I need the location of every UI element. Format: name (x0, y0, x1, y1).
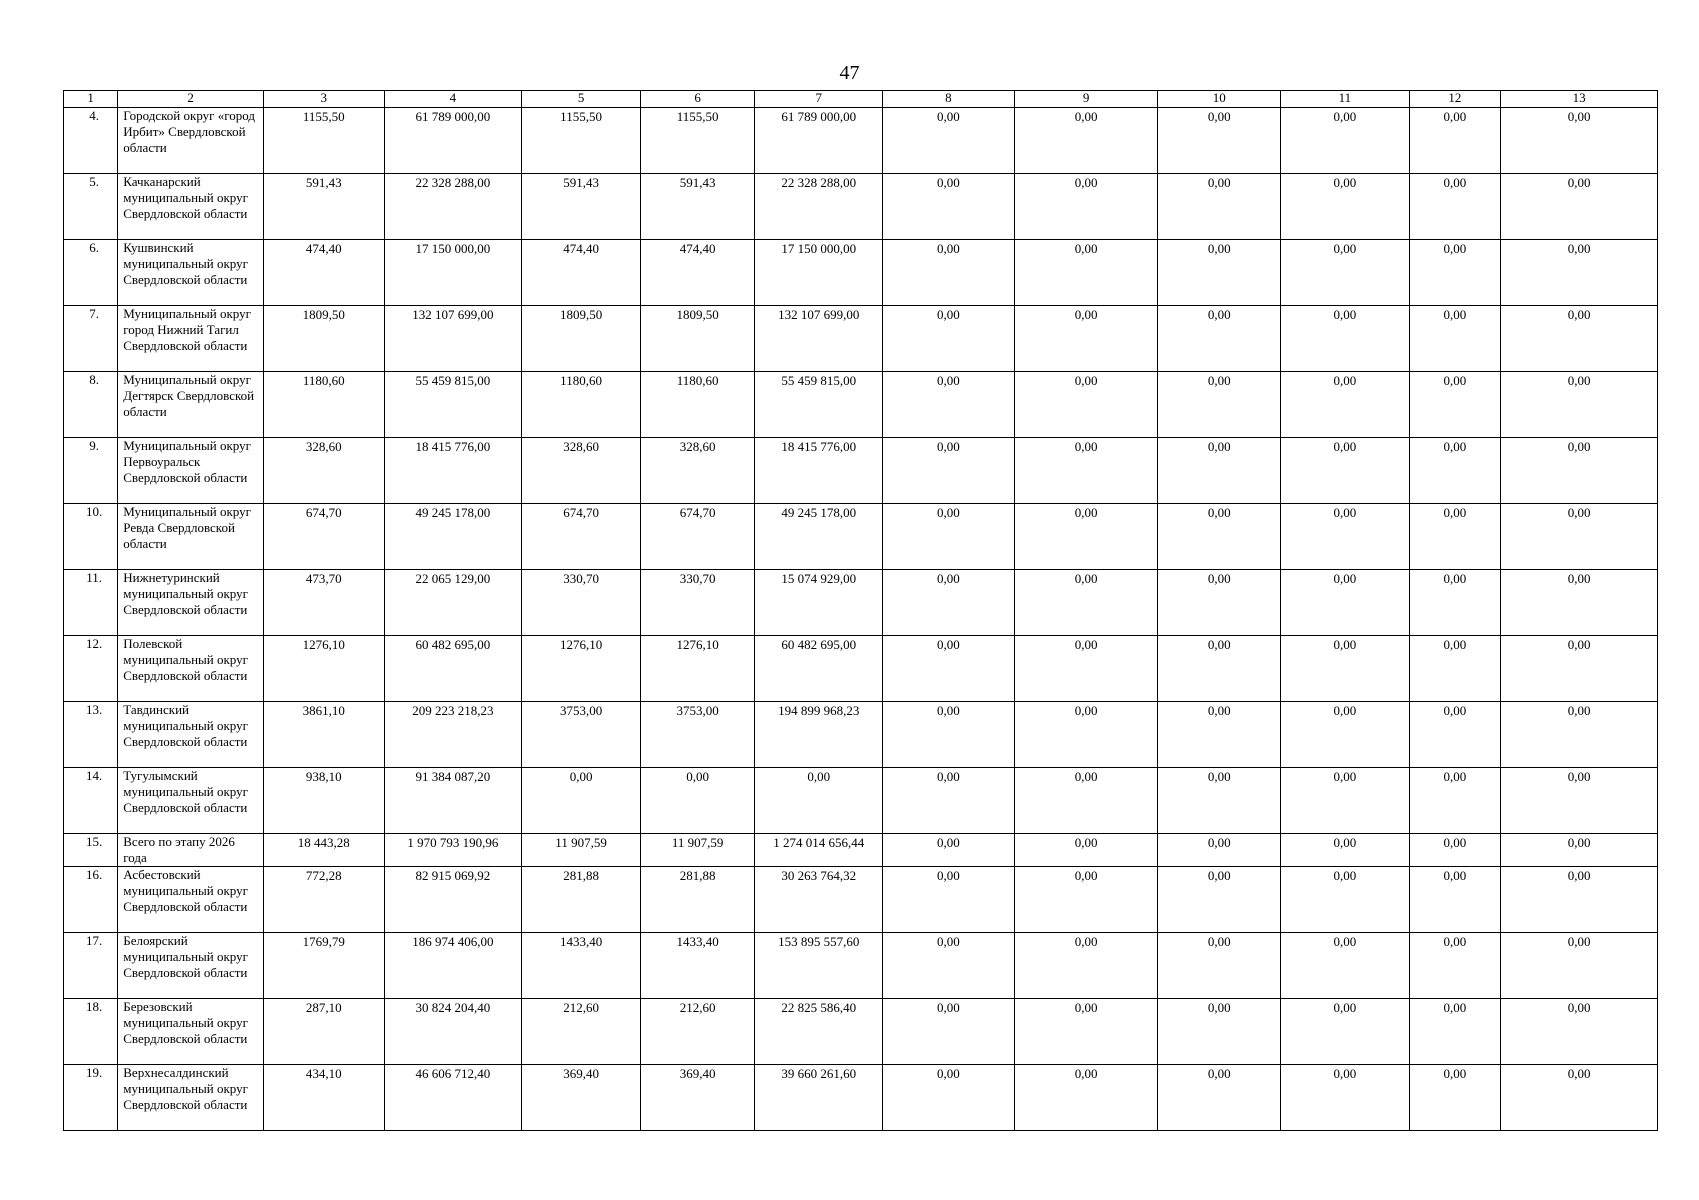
value-cell-c8: 0,00 (883, 768, 1015, 834)
value-cell-c10: 0,00 (1158, 834, 1281, 867)
value-cell-c8: 0,00 (883, 702, 1015, 768)
value-cell-c5: 1276,10 (522, 636, 641, 702)
column-number-header: 10 (1158, 91, 1281, 108)
value-cell-c6: 369,40 (640, 1065, 755, 1131)
row-index-cell: 7. (64, 306, 118, 372)
value-cell-c13: 0,00 (1501, 834, 1658, 867)
value-cell-c9: 0,00 (1014, 933, 1158, 999)
value-cell-c8: 0,00 (883, 636, 1015, 702)
table-row (64, 834, 1658, 867)
value-cell-c12: 0,00 (1409, 768, 1500, 834)
municipality-name-cell: Муниципальный округ Первоуральск Свердловской области (118, 438, 264, 504)
value-cell-c9: 0,00 (1014, 438, 1158, 504)
row-index-cell: 18. (64, 999, 118, 1065)
table-row (64, 240, 1658, 306)
value-cell-c11: 0,00 (1281, 702, 1410, 768)
value-cell-c7: 132 107 699,00 (755, 306, 883, 372)
row-index-cell: 12. (64, 636, 118, 702)
value-cell-c11: 0,00 (1281, 834, 1410, 867)
value-cell-c8: 0,00 (883, 372, 1015, 438)
value-cell-c5: 1809,50 (522, 306, 641, 372)
value-cell-c12: 0,00 (1409, 174, 1500, 240)
value-cell-c5: 212,60 (522, 999, 641, 1065)
value-cell-c9: 0,00 (1014, 174, 1158, 240)
value-cell-c5: 1433,40 (522, 933, 641, 999)
value-cell-c13: 0,00 (1501, 867, 1658, 933)
value-cell-c6: 1180,60 (640, 372, 755, 438)
value-cell-c8: 0,00 (883, 1065, 1015, 1131)
table-row (64, 636, 1658, 702)
value-cell-c8: 0,00 (883, 306, 1015, 372)
value-cell-c7: 15 074 929,00 (755, 570, 883, 636)
value-cell-c6: 212,60 (640, 999, 755, 1065)
value-cell-c4: 61 789 000,00 (384, 108, 522, 174)
value-cell-c10: 0,00 (1158, 306, 1281, 372)
municipality-name-cell: Городской округ «город Ирбит» Свердловской области (118, 108, 264, 174)
value-cell-c11: 0,00 (1281, 306, 1410, 372)
column-number-header: 4 (384, 91, 522, 108)
value-cell-c12: 0,00 (1409, 1065, 1500, 1131)
value-cell-c13: 0,00 (1501, 306, 1658, 372)
value-cell-c13: 0,00 (1501, 240, 1658, 306)
value-cell-c6: 330,70 (640, 570, 755, 636)
value-cell-c13: 0,00 (1501, 999, 1658, 1065)
value-cell-c4: 132 107 699,00 (384, 306, 522, 372)
value-cell-c7: 0,00 (755, 768, 883, 834)
value-cell-c3: 287,10 (263, 999, 384, 1065)
value-cell-c12: 0,00 (1409, 834, 1500, 867)
municipality-name-cell: Кушвинский муниципальный округ Свердловской области (118, 240, 264, 306)
value-cell-c5: 281,88 (522, 867, 641, 933)
value-cell-c5: 11 907,59 (522, 834, 641, 867)
value-cell-c6: 674,70 (640, 504, 755, 570)
table-row (64, 1065, 1658, 1131)
value-cell-c4: 30 824 204,40 (384, 999, 522, 1065)
value-cell-c6: 1433,40 (640, 933, 755, 999)
value-cell-c5: 674,70 (522, 504, 641, 570)
value-cell-c6: 328,60 (640, 438, 755, 504)
value-cell-c5: 1180,60 (522, 372, 641, 438)
value-cell-c13: 0,00 (1501, 174, 1658, 240)
column-number-header: 5 (522, 91, 641, 108)
value-cell-c8: 0,00 (883, 438, 1015, 504)
row-index-cell: 11. (64, 570, 118, 636)
value-cell-c11: 0,00 (1281, 174, 1410, 240)
value-cell-c9: 0,00 (1014, 570, 1158, 636)
municipality-name-cell: Полевской муниципальный округ Свердловской области (118, 636, 264, 702)
value-cell-c13: 0,00 (1501, 702, 1658, 768)
column-number-header: 11 (1281, 91, 1410, 108)
value-cell-c11: 0,00 (1281, 636, 1410, 702)
value-cell-c6: 1155,50 (640, 108, 755, 174)
value-cell-c9: 0,00 (1014, 636, 1158, 702)
municipality-name-cell: Муниципальный округ Дегтярск Свердловской области (118, 372, 264, 438)
value-cell-c4: 46 606 712,40 (384, 1065, 522, 1131)
column-number-header: 2 (118, 91, 264, 108)
value-cell-c8: 0,00 (883, 108, 1015, 174)
value-cell-c5: 330,70 (522, 570, 641, 636)
value-cell-c12: 0,00 (1409, 867, 1500, 933)
value-cell-c8: 0,00 (883, 867, 1015, 933)
value-cell-c13: 0,00 (1501, 768, 1658, 834)
value-cell-c8: 0,00 (883, 570, 1015, 636)
municipality-name-cell: Асбестовский муниципальный округ Свердловской области (118, 867, 264, 933)
value-cell-c5: 0,00 (522, 768, 641, 834)
value-cell-c12: 0,00 (1409, 306, 1500, 372)
value-cell-c10: 0,00 (1158, 867, 1281, 933)
value-cell-c5: 474,40 (522, 240, 641, 306)
column-number-header: 8 (883, 91, 1015, 108)
value-cell-c8: 0,00 (883, 933, 1015, 999)
value-cell-c6: 11 907,59 (640, 834, 755, 867)
value-cell-c4: 186 974 406,00 (384, 933, 522, 999)
value-cell-c3: 1276,10 (263, 636, 384, 702)
value-cell-c11: 0,00 (1281, 768, 1410, 834)
value-cell-c9: 0,00 (1014, 867, 1158, 933)
value-cell-c10: 0,00 (1158, 372, 1281, 438)
value-cell-c11: 0,00 (1281, 933, 1410, 999)
value-cell-c4: 91 384 087,20 (384, 768, 522, 834)
table-row (64, 504, 1658, 570)
value-cell-c5: 3753,00 (522, 702, 641, 768)
row-index-cell: 6. (64, 240, 118, 306)
value-cell-c7: 30 263 764,32 (755, 867, 883, 933)
value-cell-c3: 474,40 (263, 240, 384, 306)
value-cell-c10: 0,00 (1158, 933, 1281, 999)
value-cell-c4: 60 482 695,00 (384, 636, 522, 702)
value-cell-c11: 0,00 (1281, 438, 1410, 504)
value-cell-c6: 1809,50 (640, 306, 755, 372)
column-number-header: 13 (1501, 91, 1658, 108)
value-cell-c12: 0,00 (1409, 438, 1500, 504)
row-index-cell: 8. (64, 372, 118, 438)
value-cell-c8: 0,00 (883, 504, 1015, 570)
value-cell-c12: 0,00 (1409, 933, 1500, 999)
table-row (64, 999, 1658, 1065)
value-cell-c8: 0,00 (883, 240, 1015, 306)
value-cell-c11: 0,00 (1281, 240, 1410, 306)
value-cell-c10: 0,00 (1158, 570, 1281, 636)
value-cell-c10: 0,00 (1158, 768, 1281, 834)
value-cell-c11: 0,00 (1281, 372, 1410, 438)
value-cell-c11: 0,00 (1281, 108, 1410, 174)
value-cell-c4: 18 415 776,00 (384, 438, 522, 504)
value-cell-c10: 0,00 (1158, 438, 1281, 504)
value-cell-c13: 0,00 (1501, 1065, 1658, 1131)
value-cell-c4: 49 245 178,00 (384, 504, 522, 570)
row-index-cell: 4. (64, 108, 118, 174)
value-cell-c4: 209 223 218,23 (384, 702, 522, 768)
value-cell-c9: 0,00 (1014, 768, 1158, 834)
value-cell-c13: 0,00 (1501, 372, 1658, 438)
row-index-cell: 15. (64, 834, 118, 867)
value-cell-c3: 938,10 (263, 768, 384, 834)
value-cell-c3: 591,43 (263, 174, 384, 240)
municipality-name-cell: Тугулымский муниципальный округ Свердловской области (118, 768, 264, 834)
value-cell-c9: 0,00 (1014, 999, 1158, 1065)
value-cell-c7: 49 245 178,00 (755, 504, 883, 570)
value-cell-c3: 674,70 (263, 504, 384, 570)
value-cell-c7: 153 895 557,60 (755, 933, 883, 999)
value-cell-c9: 0,00 (1014, 702, 1158, 768)
value-cell-c10: 0,00 (1158, 1065, 1281, 1131)
value-cell-c11: 0,00 (1281, 570, 1410, 636)
table-row (64, 867, 1658, 933)
municipality-name-cell: Белоярский муниципальный округ Свердловской области (118, 933, 264, 999)
value-cell-c9: 0,00 (1014, 372, 1158, 438)
value-cell-c7: 55 459 815,00 (755, 372, 883, 438)
value-cell-c7: 18 415 776,00 (755, 438, 883, 504)
value-cell-c12: 0,00 (1409, 504, 1500, 570)
value-cell-c13: 0,00 (1501, 108, 1658, 174)
value-cell-c9: 0,00 (1014, 834, 1158, 867)
value-cell-c6: 474,40 (640, 240, 755, 306)
value-cell-c4: 1 970 793 190,96 (384, 834, 522, 867)
value-cell-c5: 328,60 (522, 438, 641, 504)
value-cell-c6: 3753,00 (640, 702, 755, 768)
value-cell-c5: 591,43 (522, 174, 641, 240)
page-number: 47 (839, 62, 860, 84)
value-cell-c4: 22 328 288,00 (384, 174, 522, 240)
row-index-cell: 17. (64, 933, 118, 999)
value-cell-c9: 0,00 (1014, 240, 1158, 306)
value-cell-c9: 0,00 (1014, 306, 1158, 372)
table-row (64, 306, 1658, 372)
value-cell-c9: 0,00 (1014, 108, 1158, 174)
value-cell-c12: 0,00 (1409, 372, 1500, 438)
column-number-row (64, 91, 1658, 108)
row-index-cell: 19. (64, 1065, 118, 1131)
value-cell-c12: 0,00 (1409, 108, 1500, 174)
value-cell-c10: 0,00 (1158, 636, 1281, 702)
value-cell-c8: 0,00 (883, 174, 1015, 240)
value-cell-c7: 22 825 586,40 (755, 999, 883, 1065)
value-cell-c13: 0,00 (1501, 636, 1658, 702)
table-row (64, 438, 1658, 504)
column-number-header: 1 (64, 91, 118, 108)
value-cell-c7: 61 789 000,00 (755, 108, 883, 174)
value-cell-c3: 1155,50 (263, 108, 384, 174)
value-cell-c6: 1276,10 (640, 636, 755, 702)
municipality-name-cell: Нижнетуринский муниципальный округ Свердловской области (118, 570, 264, 636)
value-cell-c3: 772,28 (263, 867, 384, 933)
value-cell-c10: 0,00 (1158, 108, 1281, 174)
value-cell-c12: 0,00 (1409, 702, 1500, 768)
table-row (64, 768, 1658, 834)
value-cell-c13: 0,00 (1501, 504, 1658, 570)
municipality-name-cell: Тавдинский муниципальный округ Свердловской области (118, 702, 264, 768)
row-index-cell: 14. (64, 768, 118, 834)
value-cell-c3: 328,60 (263, 438, 384, 504)
value-cell-c3: 1180,60 (263, 372, 384, 438)
value-cell-c12: 0,00 (1409, 570, 1500, 636)
value-cell-c5: 1155,50 (522, 108, 641, 174)
municipality-name-cell: Муниципальный округ город Нижний Тагил Свердловской области (118, 306, 264, 372)
municipality-name-cell: Березовский муниципальный округ Свердловской области (118, 999, 264, 1065)
value-cell-c7: 194 899 968,23 (755, 702, 883, 768)
value-cell-c7: 22 328 288,00 (755, 174, 883, 240)
table-row (64, 372, 1658, 438)
row-index-cell: 16. (64, 867, 118, 933)
row-index-cell: 9. (64, 438, 118, 504)
municipality-name-cell: Муниципальный округ Ревда Свердловской области (118, 504, 264, 570)
value-cell-c6: 591,43 (640, 174, 755, 240)
value-cell-c13: 0,00 (1501, 438, 1658, 504)
table-row (64, 108, 1658, 174)
value-cell-c10: 0,00 (1158, 240, 1281, 306)
value-cell-c12: 0,00 (1409, 636, 1500, 702)
value-cell-c9: 0,00 (1014, 1065, 1158, 1131)
value-cell-c10: 0,00 (1158, 174, 1281, 240)
value-cell-c7: 39 660 261,60 (755, 1065, 883, 1131)
value-cell-c3: 434,10 (263, 1065, 384, 1131)
value-cell-c3: 1769,79 (263, 933, 384, 999)
value-cell-c8: 0,00 (883, 999, 1015, 1065)
value-cell-c11: 0,00 (1281, 999, 1410, 1065)
municipality-name-cell: Верхнесалдинский муниципальный округ Свердловской области (118, 1065, 264, 1131)
value-cell-c10: 0,00 (1158, 702, 1281, 768)
value-cell-c4: 82 915 069,92 (384, 867, 522, 933)
table-row (64, 933, 1658, 999)
column-number-header: 6 (640, 91, 755, 108)
value-cell-c7: 17 150 000,00 (755, 240, 883, 306)
value-cell-c11: 0,00 (1281, 1065, 1410, 1131)
column-number-header: 9 (1014, 91, 1158, 108)
value-cell-c9: 0,00 (1014, 504, 1158, 570)
column-number-header: 3 (263, 91, 384, 108)
value-cell-c13: 0,00 (1501, 933, 1658, 999)
municipality-name-cell: Всего по этапу 2026 года (118, 834, 264, 867)
row-index-cell: 10. (64, 504, 118, 570)
table-row (64, 174, 1658, 240)
value-cell-c10: 0,00 (1158, 504, 1281, 570)
value-cell-c4: 17 150 000,00 (384, 240, 522, 306)
value-cell-c10: 0,00 (1158, 999, 1281, 1065)
row-index-cell: 13. (64, 702, 118, 768)
value-cell-c3: 1809,50 (263, 306, 384, 372)
value-cell-c4: 22 065 129,00 (384, 570, 522, 636)
column-number-header: 12 (1409, 91, 1500, 108)
value-cell-c11: 0,00 (1281, 867, 1410, 933)
value-cell-c5: 369,40 (522, 1065, 641, 1131)
data-table (63, 90, 1658, 1131)
value-cell-c12: 0,00 (1409, 999, 1500, 1065)
value-cell-c3: 473,70 (263, 570, 384, 636)
value-cell-c6: 281,88 (640, 867, 755, 933)
table-row (64, 702, 1658, 768)
value-cell-c3: 18 443,28 (263, 834, 384, 867)
row-index-cell: 5. (64, 174, 118, 240)
value-cell-c8: 0,00 (883, 834, 1015, 867)
table-row (64, 570, 1658, 636)
value-cell-c11: 0,00 (1281, 504, 1410, 570)
value-cell-c3: 3861,10 (263, 702, 384, 768)
value-cell-c7: 60 482 695,00 (755, 636, 883, 702)
column-number-header: 7 (755, 91, 883, 108)
value-cell-c7: 1 274 014 656,44 (755, 834, 883, 867)
value-cell-c12: 0,00 (1409, 240, 1500, 306)
value-cell-c6: 0,00 (640, 768, 755, 834)
municipality-name-cell: Качканарский муниципальный округ Свердловской области (118, 174, 264, 240)
value-cell-c4: 55 459 815,00 (384, 372, 522, 438)
value-cell-c13: 0,00 (1501, 570, 1658, 636)
